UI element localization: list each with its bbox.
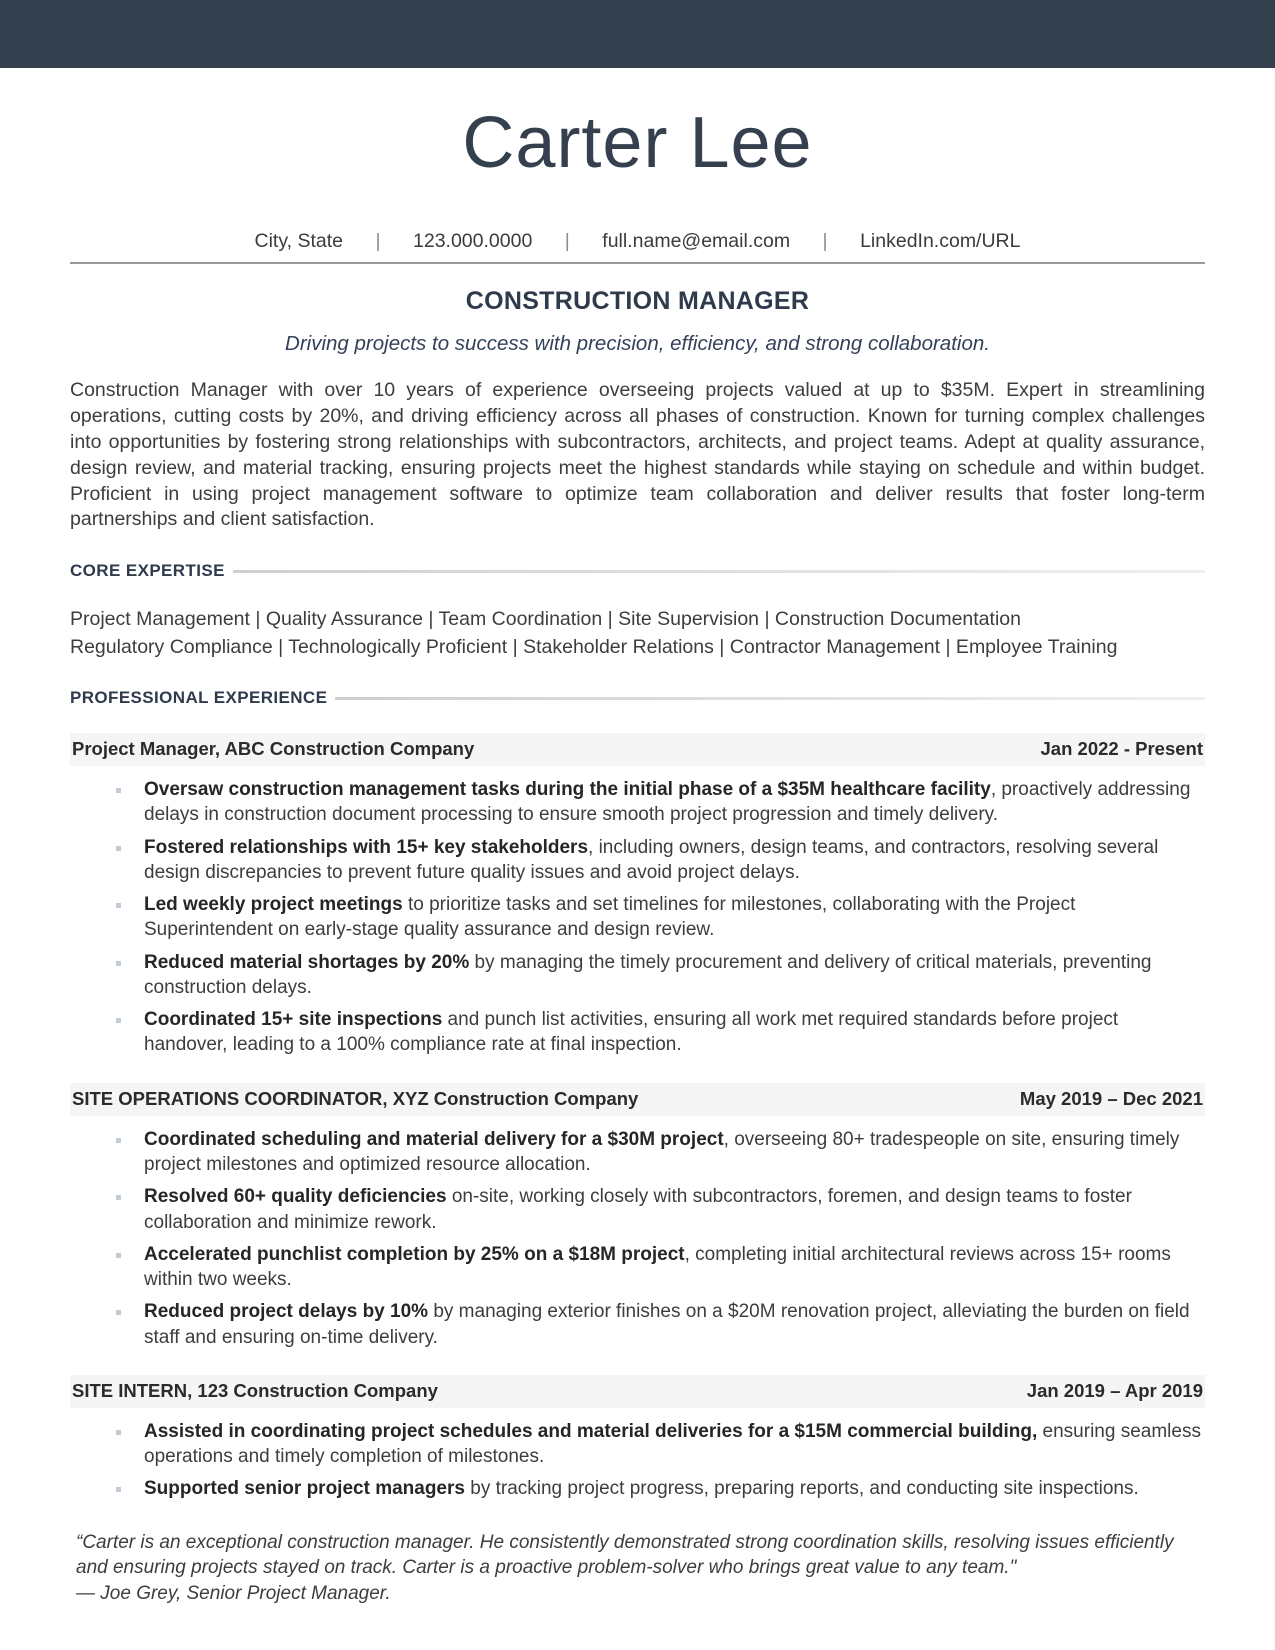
bullet-highlight: Reduced project delays by 10% (144, 1301, 429, 1323)
bullet-text: by tracking project progress, preparing reports, and conducting site inspections. (464, 1478, 1139, 1500)
core-expertise-line-2: Regulatory Compliance | Technologically Proficient | Stakeholder Relations | Contractor Management | Employee Training (70, 635, 1118, 658)
testimonial-block (70, 1530, 1205, 1607)
job-dates: Jan 2019 – Apr 2019 (1026, 1379, 1203, 1401)
job-header (70, 1375, 1205, 1408)
job-bullet (112, 835, 1205, 886)
job-dates: May 2019 – Dec 2021 (1019, 1087, 1203, 1109)
bullet-text: by managing exterior finishes on a $20M renovation project, alleviating the burden on field staff and ensuring on-time delivery. (144, 1301, 1190, 1348)
bullet-text: to prioritize tasks and set timelines for milestones, collaborating with the Project Superintendent on early-stage quality assurance and design review. (144, 894, 1076, 941)
contact-email[interactable]: full.name@email.com (602, 229, 791, 252)
job-bullet-list (70, 777, 1205, 1058)
bullet-text: , overseeing 80+ tradespeople on site, ensuring timely project milestones and optimized resource allocation. (144, 1128, 1180, 1175)
job-bullet (112, 1419, 1205, 1470)
bullet-highlight: Resolved 60+ quality deficiencies (144, 1186, 447, 1208)
bullet-text: , completing initial architectural reviews across 15+ rooms within two weeks. (144, 1243, 1171, 1291)
professional-summary: Construction Manager with over 10 years of experience overseeing projects valued at up to $35M. Expert in streamlining operations, cutting costs by 20%, and driving efficiency across all phases of construction. Known for turning complex challenges into opportunities by fostering strong relationships with subcontractors, architects, and project teams. Adept at quality assurance, design review, and material tracking, ensuring projects meet the highest standards while staying on schedule and within budget. Proficient in using project management software to optimize team collaboration and deliver results that foster long-term partnerships and client satisfaction. (70, 378, 1205, 531)
section-header-professional-experience (70, 688, 1205, 708)
section-divider-rule (335, 697, 1205, 700)
job-bullet (112, 1242, 1205, 1293)
contact-location: City, State (254, 229, 343, 252)
core-expertise-line-1: Project Management | Quality Assurance | Team Coordination | Site Supervision | Construction Documentation (70, 608, 1021, 631)
section-title: PROFESSIONAL EXPERIENCE (70, 688, 328, 708)
section-header-core-expertise (70, 561, 1205, 581)
job-dates: Jan 2022 - Present (1040, 738, 1203, 760)
section-title: CORE EXPERTISE (70, 561, 225, 581)
bullet-text: and punch list activities, ensuring all work met required standards before project handover, leading to a 100% compliance rate at final inspection. (144, 1009, 1119, 1056)
job-bullet-list (70, 1419, 1205, 1502)
job-bullet (112, 892, 1205, 943)
bullet-highlight: Oversaw construction management tasks during the initial phase of a $35M healthcare facility (144, 779, 991, 801)
contact-separator: | (375, 229, 381, 252)
top-decorative-band (0, 0, 1275, 68)
testimonial-attribution: — Joe Grey, Senior Project Manager. (76, 1582, 391, 1604)
bullet-highlight: Assisted in coordinating project schedules and material deliveries for a $15M commercial building, (144, 1420, 1038, 1442)
resume-page (0, 103, 1275, 1607)
contact-separator: | (564, 229, 570, 252)
bullet-highlight: Reduced material shortages by 20% (144, 951, 470, 973)
contact-info-row (70, 230, 1205, 264)
bullet-highlight: Coordinated scheduling and material delivery for a $30M project (144, 1128, 724, 1150)
bullet-highlight: Fostered relationships with 15+ key stakeholders (144, 836, 589, 858)
bullet-highlight: Coordinated 15+ site inspections (144, 1009, 443, 1031)
bullet-text: , including owners, design teams, and contractors, resolving several design discrepancies to prevent future quality issues and avoid project delays. (144, 836, 1159, 883)
contact-phone: 123.000.0000 (413, 229, 533, 252)
job-bullet (112, 1299, 1205, 1350)
job-bullet (112, 1184, 1205, 1235)
job-title: Project Manager, ABC Construction Company (72, 738, 475, 760)
job-header (70, 733, 1205, 766)
job-bullet (112, 1007, 1205, 1058)
bullet-text: ensuring seamless operations and timely completion of milestones. (144, 1420, 1201, 1468)
job-bullet (112, 1127, 1205, 1178)
job-title: SITE OPERATIONS COORDINATOR, XYZ Construction Company (72, 1087, 639, 1109)
bullet-text: by managing the timely procurement and delivery of critical materials, preventing construction delays. (144, 951, 1152, 998)
candidate-name: Carter Lee (462, 103, 813, 183)
bullet-text: on-site, working closely with subcontractors, foremen, and design teams to foster collaboration and minimize rework. (144, 1186, 1132, 1233)
job-bullet (112, 1476, 1205, 1501)
job-header (70, 1083, 1205, 1116)
bullet-highlight: Supported senior project managers (144, 1478, 465, 1500)
job-bullet-list (70, 1127, 1205, 1350)
contact-separator: | (822, 229, 828, 252)
bullet-highlight: Led weekly project meetings (144, 894, 403, 916)
professional-tagline: Driving projects to success with precision, efficiency, and strong collaboration. (285, 331, 990, 355)
testimonial-quote: “Carter is an exceptional construction manager. He consistently demonstrated strong coordination skills, resolving issues efficiently and ensuring projects stayed on track. Carter is a proactive problem-solver who brings great value to any team." (76, 1531, 1174, 1579)
job-title: SITE INTERN, 123 Construction Company (72, 1379, 438, 1401)
target-job-title: CONSTRUCTION MANAGER (465, 286, 810, 315)
contact-linkedin[interactable]: LinkedIn.com/URL (860, 229, 1021, 252)
section-divider-rule (233, 570, 1205, 573)
bullet-highlight: Accelerated punchlist completion by 25% on a $18M project (144, 1243, 685, 1265)
job-bullet (112, 777, 1205, 828)
experience-list (70, 733, 1205, 1502)
bullet-text: , proactively addressing delays in construction document processing to ensure smooth project progression and timely delivery. (144, 779, 1191, 826)
core-expertise-list (70, 607, 1205, 660)
job-bullet (112, 950, 1205, 1001)
